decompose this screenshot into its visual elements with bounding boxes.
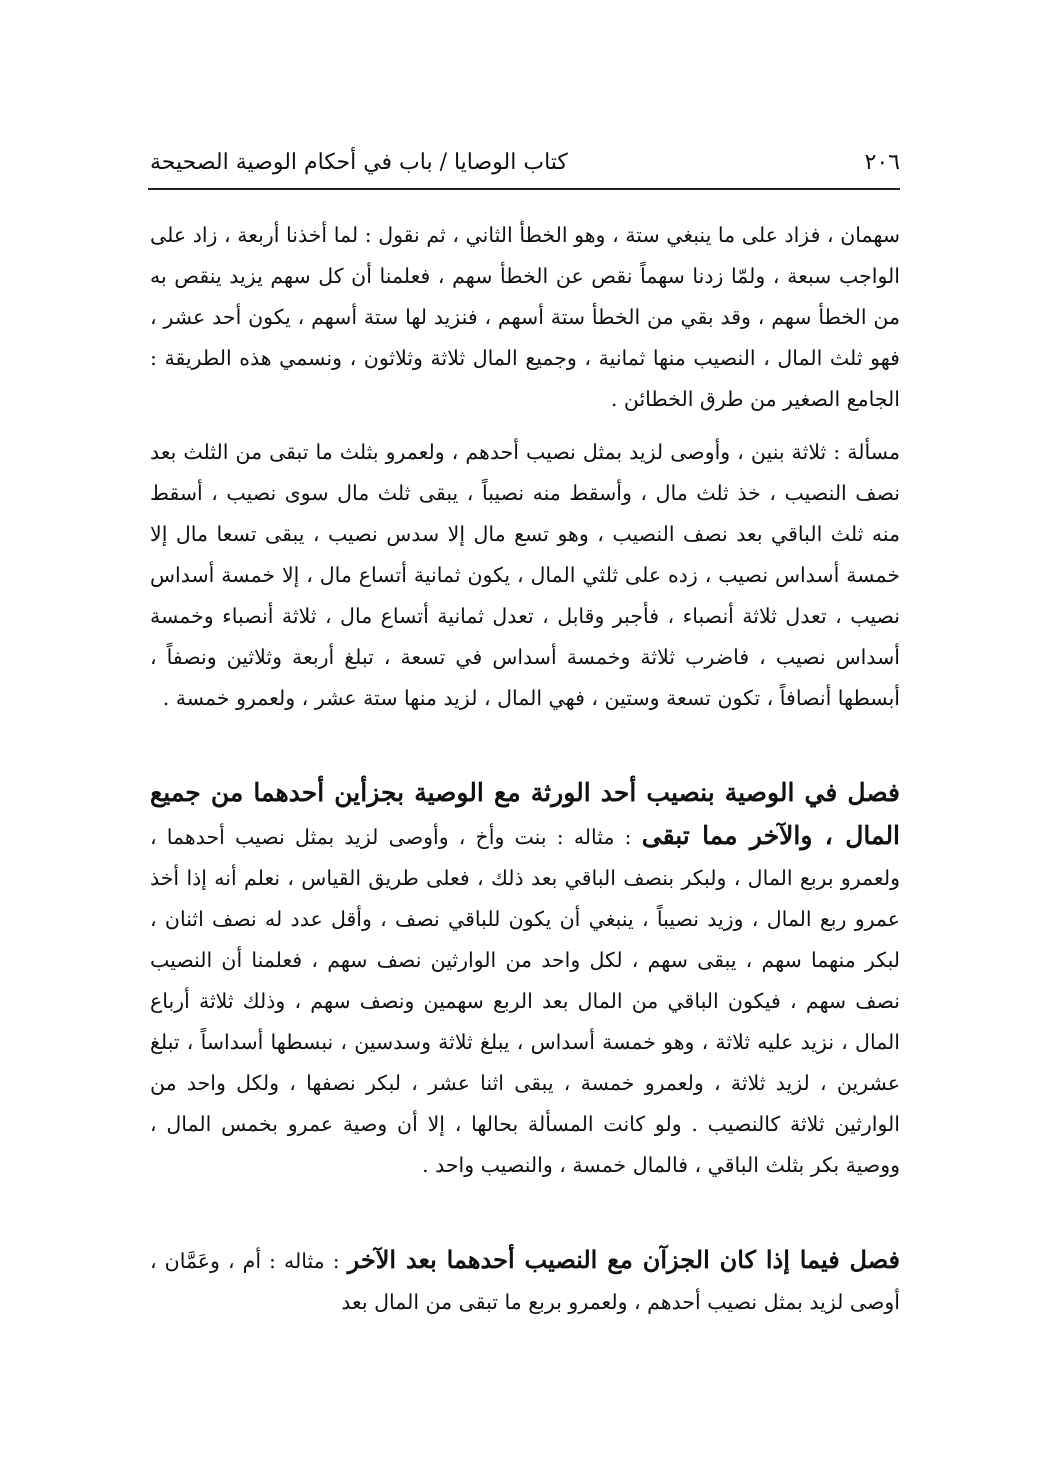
section-1-text: : مثاله : بنت وأخ ، وأوصى لزيد بمثل نصيب أحدهما ، ولعمرو بربع المال ، ولبكر بنصف الباقي بعد ذلك ، فعلى طريق القياس ، نعلم أنه إذا أخذ عمرو ربع المال ، وزيد نصيباً ، ينبغي أن يكون للباقي نصف ، وأقل عدد له نصف اثنان ، لبكر منهما سهم ، يبقى سهم ، لكل واحد من الوارثين نصف سهم ، فعلمنا أن النصيب نصف سهم ، فيكون الباقي من المال بعد الربع سهمين ونصف سهم ، وذلك ثلاثة أرباع المال ، نزيد عليه ثلاثة ، وهو خمسة أسداس ، يبلغ ثلاثة وسدسين ، نبسطها أسداساً ، تبلغ عشرين ، لزيد ثلاثة ، ولعمرو خمسة ، يبقى اثنا عشر ، لبكر نصفها ، ولكل واحد من الوارثين ثلاثة كالنصيب . ولو كانت المسألة بحالها ، إلا أن وصية عمرو بخمس المال ، ووصية بكر بثلث الباقي ، فالمال خمسة ، والنصيب واحد .: [150, 825, 900, 1177]
paragraph-1: [150, 215, 900, 420]
paragraph-2-text: مسألة : ثلاثة بنين ، وأوصى لزيد بمثل نصيب أحدهم ، ولعمرو بثلث ما تبقى من الثلث بعد نصف النصيب ، خذ ثلث مال ، وأسقط منه نصيباً ، يبقى ثلث مال سوى نصيب ، أسقط منه ثلث الباقي بعد نصف النصيب ، وهو تسع مال إلا سدس نصيب ، يبقى تسعا مال إلا خمسة أسداس نصيب ، زده على ثلثي المال ، يكون ثمانية أتساع مال ، إلا خمسة أسداس نصيب ، تعدل ثلاثة أنصباء ، فأجبر وقابل ، تعدل ثمانية أتساع مال ، ثلاثة أنصباء وخمسة أسداس نصيب ، فاضرب ثلاثة وخمسة أسداس في تسعة ، تبلغ أربعة وثلاثين ونصفاً ، أبسطها أنصافاً ، تكون تسعة وستين ، فهي المال ، لزيد منها ستة عشر ، ولعمرو خمسة .: [150, 440, 901, 710]
header-divider: [148, 188, 900, 190]
section-2-heading: فصل فيما إذا كان الجزآن مع النصيب أحدهما بعد الآخر: [347, 1245, 900, 1274]
section-2: [150, 1239, 900, 1323]
section-1-body: [150, 772, 900, 1186]
section-1-heading: فصل في الوصية بنصيب أحد الورثة مع الوصية بجزأين أحدهما من جميع المال ، والآخر مما تبقى: [150, 778, 901, 850]
section-2-text: : مثاله : أم ، وعَمَّان ، أوصى لزيد بمثل نصيب أحدهم ، ولعمرو بربع ما تبقى من المال بعد: [150, 1249, 900, 1314]
paragraph-1-text: سهمان ، فزاد على ما ينبغي ستة ، وهو الخطأ الثاني ، ثم نقول : لما أخذنا أربعة ، زاد على الواجب سبعة ، ولمّا زدنا سهماً نقص عن الخطأ سهم ، فعلمنا أن كل سهم يزيد ينقص به من الخطأ سهم ، وقد بقي من الخطأ ستة أسهم ، فنزيد لها ستة أسهم ، يكون أحد عشر ، فهو ثلث المال ، النصيب منها ثمانية ، وجميع المال ثلاثة وثلاثون ، ونسمي هذه الطريقة : الجامع الصغير من طرق الخطائن .: [150, 223, 900, 411]
section-1: [150, 772, 900, 1186]
page-number: ٢٠٦: [864, 149, 900, 175]
running-title: كتاب الوصايا / باب في أحكام الوصية الصحيحة: [150, 149, 568, 175]
section-2-body: [150, 1239, 900, 1323]
running-header: [150, 142, 900, 182]
paragraph-2: [150, 432, 900, 719]
